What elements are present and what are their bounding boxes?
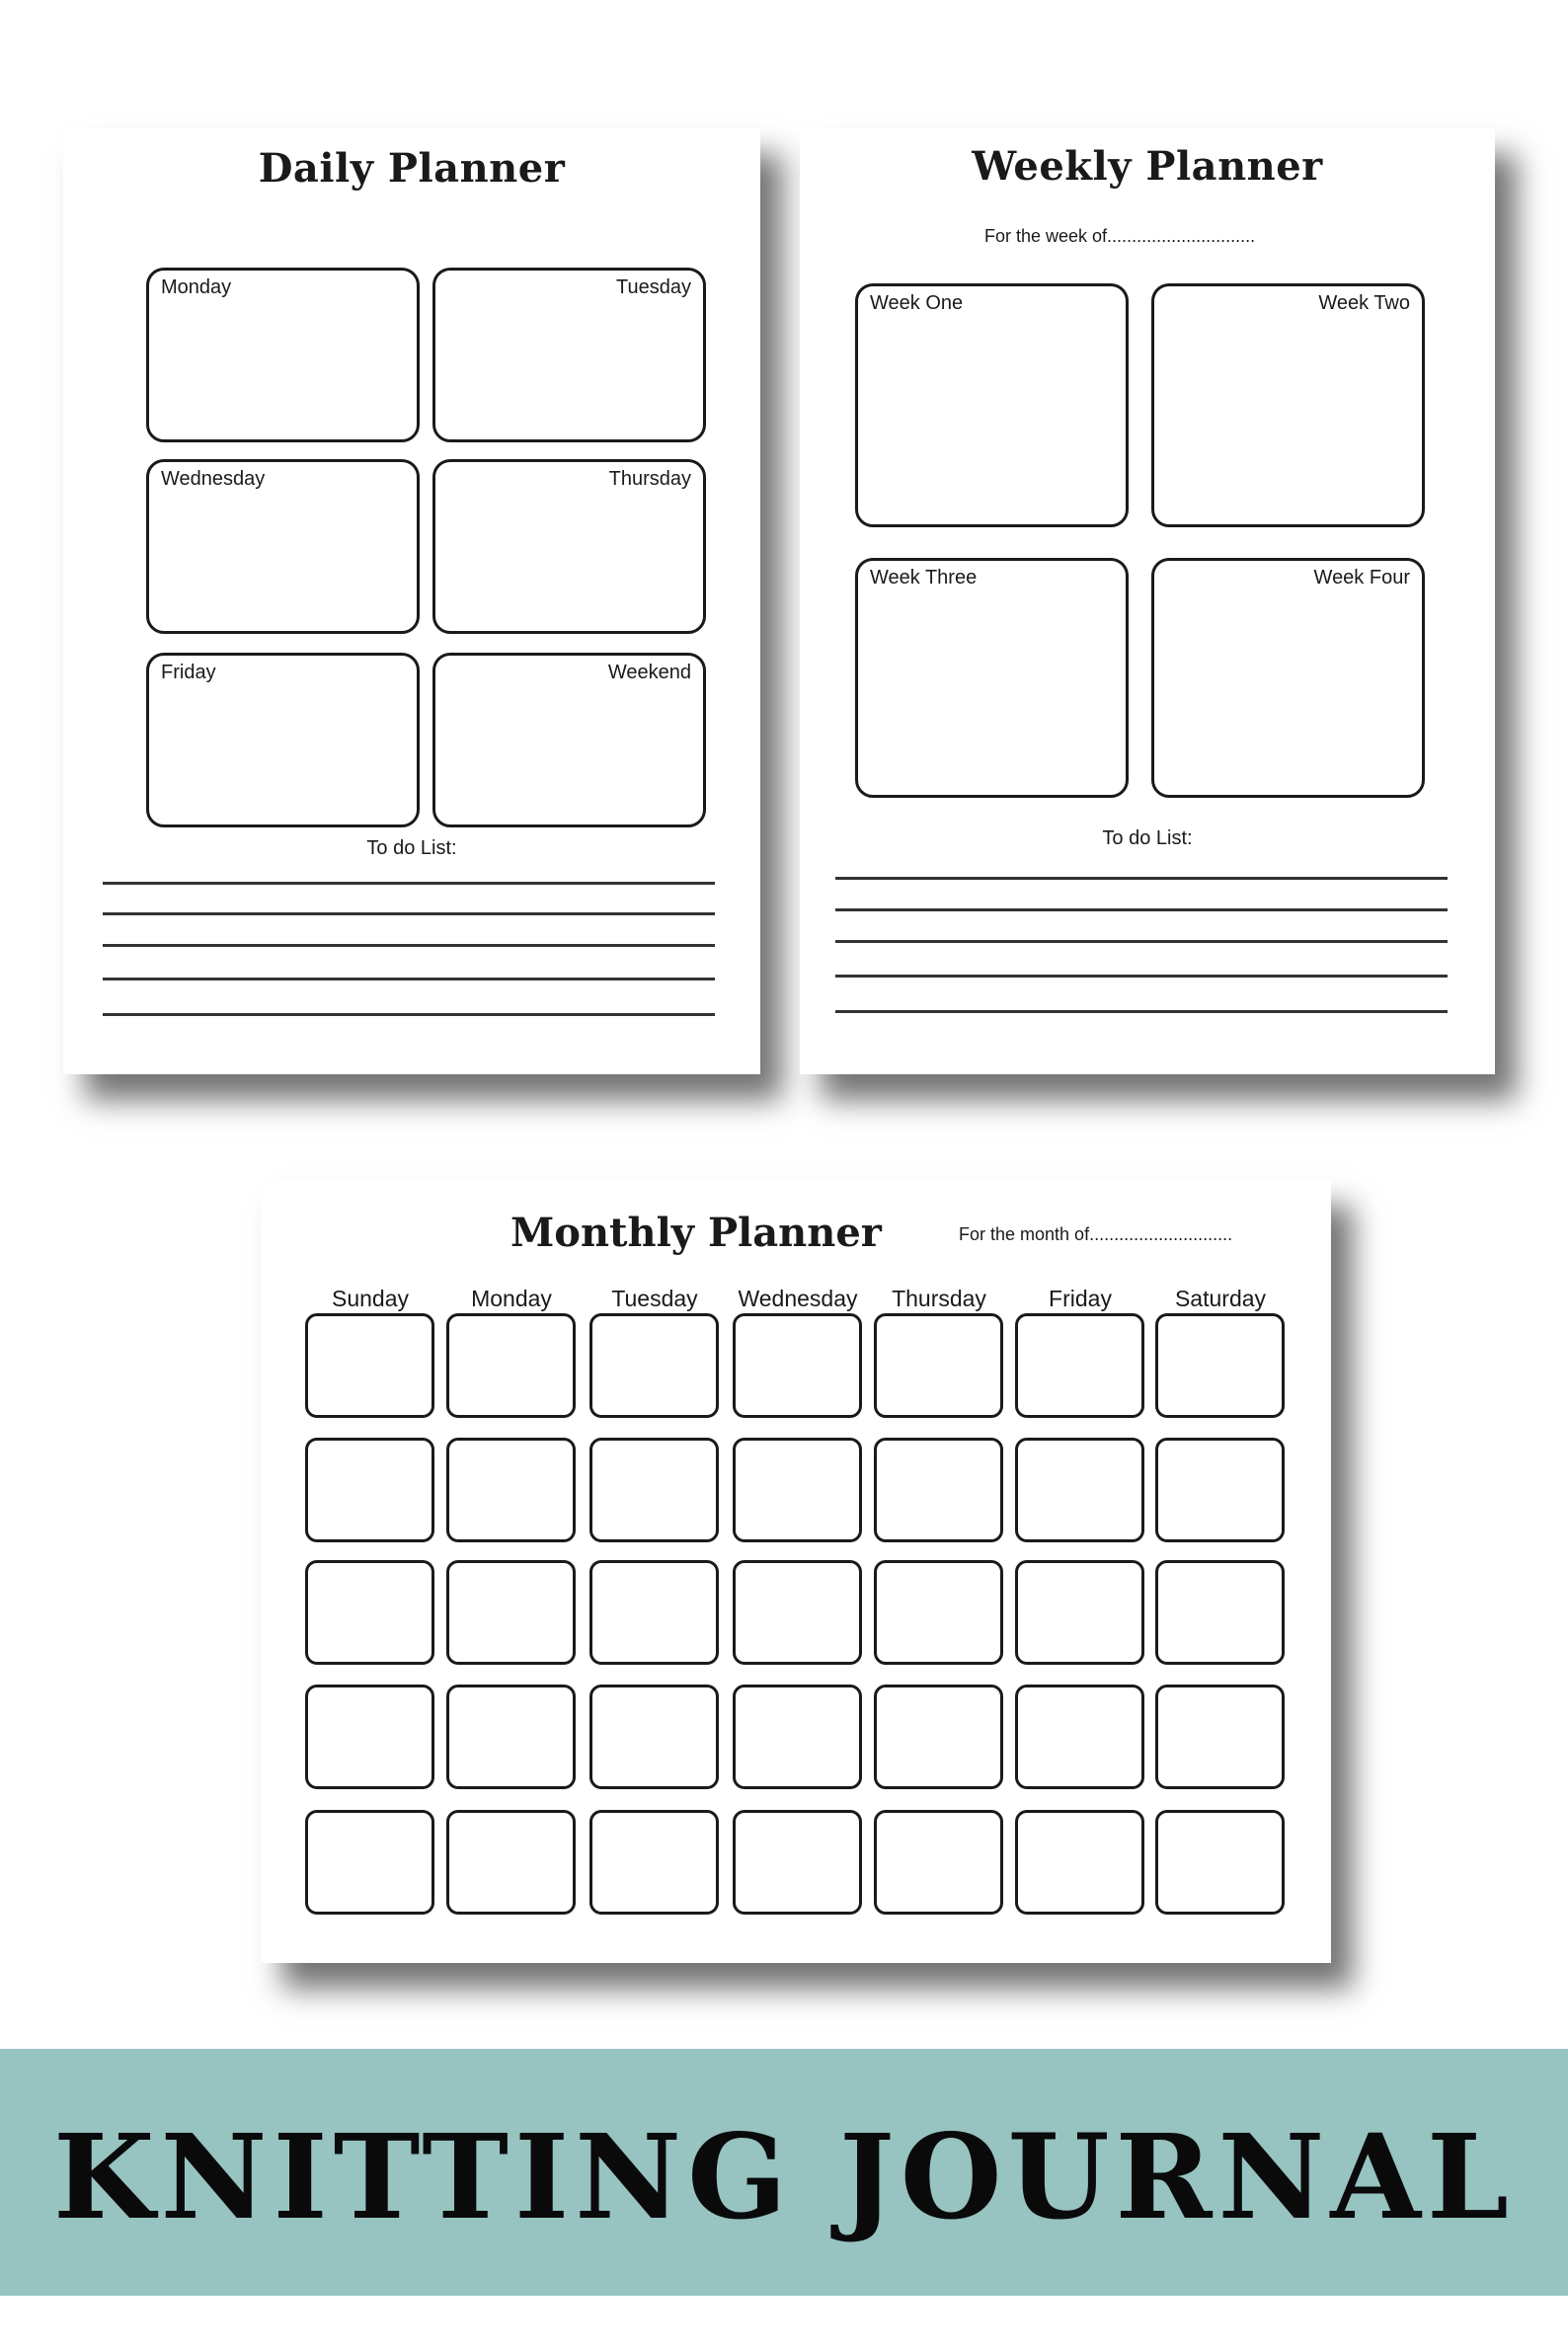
weekly-todo-line [835, 1010, 1448, 1013]
daily-box-friday [146, 653, 420, 827]
weekly-box-week-two [1151, 283, 1425, 527]
weekly-box-week-four [1151, 558, 1425, 798]
calendar-day-cell [589, 1313, 719, 1418]
calendar-day-cell [1155, 1810, 1285, 1915]
weekly-todo-line [835, 940, 1448, 943]
daily-planner-title: Daily Planner [258, 145, 566, 192]
calendar-day-cell [874, 1313, 1003, 1418]
daily-todo-line [103, 882, 715, 885]
daily-box-label: Wednesday [161, 468, 266, 490]
daily-box-weekend [432, 653, 706, 827]
weekly-box-week-one [855, 283, 1129, 527]
calendar-day-cell [874, 1685, 1003, 1789]
calendar-day-cell [1015, 1438, 1144, 1542]
calendar-day-cell [1015, 1313, 1144, 1418]
daily-todo-line [103, 944, 715, 947]
weekly-todo-line [835, 908, 1448, 911]
dow-thursday: Thursday [892, 1286, 986, 1311]
monthly-planner-title: Monthly Planner [510, 1210, 882, 1256]
calendar-day-cell [1015, 1685, 1144, 1789]
daily-box-label: Friday [161, 662, 216, 683]
monthly-planner-page [261, 1180, 1331, 1963]
calendar-day-cell [446, 1438, 576, 1542]
daily-planner-page [63, 128, 760, 1074]
daily-box-thursday [432, 459, 706, 634]
calendar-day-cell [733, 1685, 862, 1789]
daily-todo-line [103, 1013, 715, 1016]
calendar-day-cell [1015, 1560, 1144, 1665]
calendar-day-cell [589, 1810, 719, 1915]
dow-saturday: Saturday [1174, 1286, 1267, 1311]
calendar-day-cell [446, 1313, 576, 1418]
dow-sunday: Sunday [331, 1286, 409, 1311]
dow-wednesday: Wednesday [738, 1286, 858, 1311]
weekly-planner-title: Weekly Planner [972, 143, 1323, 190]
daily-box-label: Tuesday [616, 276, 691, 298]
dow-friday: Friday [1049, 1286, 1112, 1311]
weekly-box-label: Week Two [1318, 292, 1410, 314]
weekly-planner-page [800, 128, 1495, 1074]
calendar-day-cell [305, 1685, 434, 1789]
calendar-day-cell [733, 1560, 862, 1665]
calendar-day-cell [305, 1313, 434, 1418]
calendar-day-cell [1155, 1313, 1285, 1418]
daily-box-wednesday [146, 459, 420, 634]
daily-box-tuesday [432, 268, 706, 442]
daily-box-label: Monday [161, 276, 232, 298]
calendar-day-cell [305, 1810, 434, 1915]
dow-monday: Monday [471, 1286, 552, 1311]
weekly-box-week-three [855, 558, 1129, 798]
calendar-day-cell [446, 1560, 576, 1665]
calendar-day-cell [446, 1685, 576, 1789]
calendar-day-cell [733, 1438, 862, 1542]
calendar-day-cell [446, 1810, 576, 1915]
calendar-day-cell [589, 1438, 719, 1542]
monthly-for-month-note: For the month of............................. [959, 1224, 1233, 1244]
weekly-for-week-note: For the week of.............................. [984, 226, 1256, 246]
calendar-day-cell [589, 1685, 719, 1789]
calendar-day-cell [1015, 1810, 1144, 1915]
calendar-day-cell [305, 1438, 434, 1542]
calendar-day-cell [589, 1560, 719, 1665]
calendar-day-cell [874, 1810, 1003, 1915]
weekly-todo-label: To do List: [1102, 827, 1193, 849]
calendar-day-cell [733, 1810, 862, 1915]
calendar-day-cell [733, 1313, 862, 1418]
title-banner [0, 2049, 1568, 2296]
calendar-day-cell [305, 1560, 434, 1665]
daily-box-monday [146, 268, 420, 442]
calendar-day-cell [1155, 1685, 1285, 1789]
daily-box-label: Weekend [607, 662, 691, 683]
daily-todo-label: To do List: [366, 837, 457, 859]
dow-tuesday: Tuesday [611, 1286, 698, 1311]
banner-title: KNITTING JOURNAL [53, 2108, 1515, 2245]
daily-todo-line [103, 978, 715, 980]
weekly-box-label: Week Four [1313, 567, 1410, 588]
weekly-box-label: Week Three [870, 567, 978, 588]
weekly-todo-line [835, 975, 1448, 978]
calendar-day-cell [1155, 1438, 1285, 1542]
daily-box-label: Thursday [608, 468, 691, 490]
calendar-day-cell [1155, 1560, 1285, 1665]
weekly-todo-line [835, 877, 1448, 880]
calendar-day-cell [874, 1560, 1003, 1665]
daily-todo-line [103, 912, 715, 915]
calendar-day-cell [874, 1438, 1003, 1542]
weekly-box-label: Week One [870, 292, 964, 314]
